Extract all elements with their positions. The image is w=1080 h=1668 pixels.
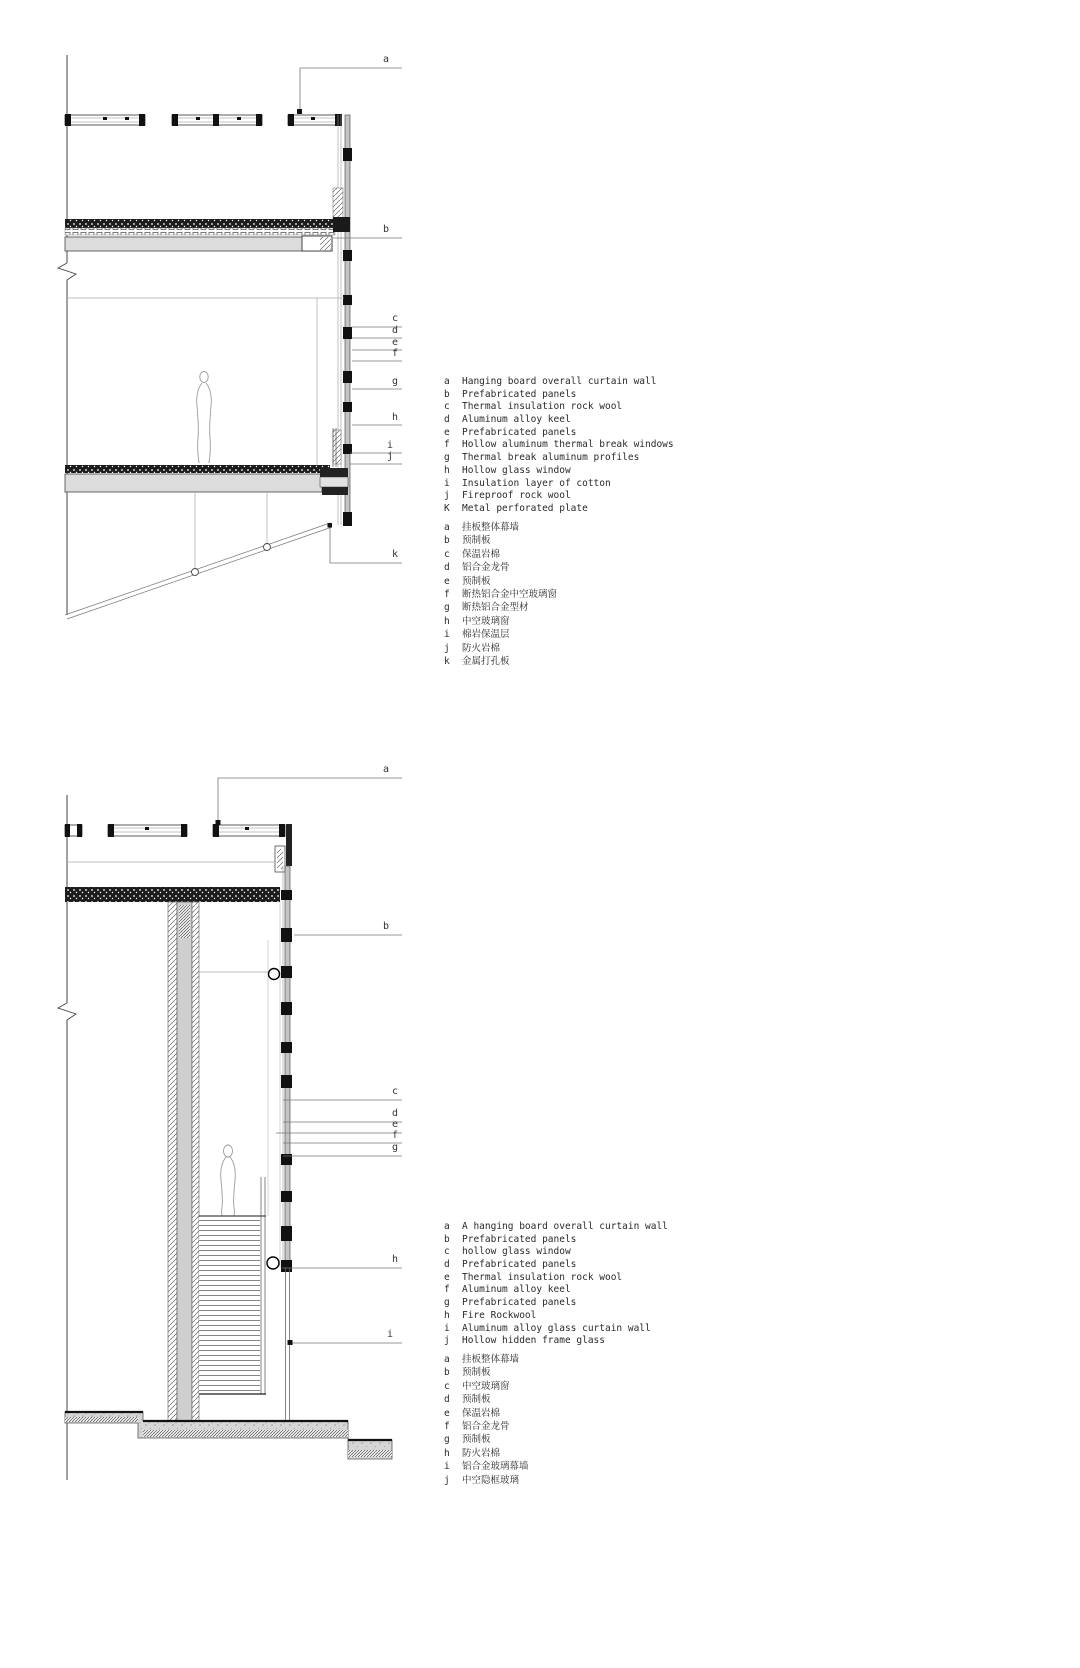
legend-item-letter: j (444, 1474, 450, 1486)
legend-item-text: 预制板 (462, 1434, 491, 1446)
legend-item-letter: j (444, 1335, 450, 1347)
legend-bottom-english (444, 1221, 668, 1348)
legend-item-text: 预制板 (462, 1394, 491, 1406)
legend-item-letter: c (444, 548, 450, 560)
legend-item-letter: d (444, 562, 450, 574)
legend-item (444, 1431, 529, 1444)
legend-item-text: Aluminum alloy keel (462, 414, 571, 426)
legend-item-letter: K (444, 502, 450, 514)
legend-item (444, 1234, 668, 1247)
legend-item (444, 1310, 668, 1323)
legend-item-letter: d (444, 414, 450, 426)
legend-item-letter: d (444, 1394, 450, 1406)
legend-item-letter: j (444, 490, 450, 502)
legend-item-text: 挂板整体幕墙 (462, 1354, 520, 1365)
legend-item-text: 中空隐框玻璃 (462, 1474, 520, 1486)
legend-item-letter: h (444, 464, 450, 476)
legend-item (444, 490, 674, 503)
callout-top-e: e (391, 337, 399, 348)
human-figure (197, 372, 212, 464)
legend-item (444, 389, 674, 402)
legend-item-letter: h (444, 1447, 450, 1459)
legend-item-text: Prefabricated panels (462, 1233, 577, 1245)
legend-item-letter: a (444, 376, 450, 387)
legend-item-text: Prefabricated panels (462, 388, 577, 400)
break-symbol (58, 263, 76, 280)
legend-item (444, 1391, 529, 1404)
legend-item-text: 防火岩棉 (462, 642, 501, 654)
perforated-plate-canopy (65, 492, 332, 619)
legend-item (444, 1445, 529, 1458)
legend-item-text: Thermal insulation rock wool (462, 401, 623, 413)
legend-item-letter: f (444, 1284, 450, 1296)
legend-item (444, 465, 674, 478)
legend-item-letter: i (444, 1322, 450, 1334)
legend-item (444, 519, 557, 532)
legend-item-letter: d (444, 1259, 450, 1271)
interior-wall (168, 902, 199, 1423)
legend-item (444, 1323, 668, 1336)
legend-bottom-chinese (444, 1351, 529, 1485)
legend-item-letter: h (444, 1309, 450, 1321)
legend-item-text: 金属打孔板 (462, 655, 510, 667)
callout-bottom-c: c (391, 1086, 399, 1097)
legend-item (444, 1472, 529, 1485)
legend-item-letter: c (444, 1380, 450, 1392)
detail-marker-circle (269, 969, 280, 980)
legend-item-text: Prefabricated panels (462, 1297, 577, 1309)
legend-item (444, 376, 674, 389)
legend-item (444, 452, 674, 465)
legend-item-text: 防火岩棉 (462, 1447, 501, 1459)
callout-bottom-e: e (391, 1119, 399, 1130)
legend-item-letter: b (444, 1367, 450, 1379)
callout-bottom-a: a (382, 764, 390, 775)
legend-item-text: Thermal insulation rock wool (462, 1271, 623, 1283)
legend-item-text: Thermal break aluminum profiles (462, 452, 640, 464)
legend-item-text: 保温岩棉 (462, 1407, 501, 1419)
callout-top-g: g (391, 376, 399, 387)
legend-item-text: Aluminum alloy keel (462, 1284, 571, 1296)
callout-bottom-b: b (382, 921, 390, 932)
legend-item (444, 573, 557, 586)
legend-item (444, 439, 674, 452)
legend-item-letter: j (444, 642, 450, 654)
legend-item-letter: e (444, 575, 450, 587)
legend-item-text: 棉岩保温层 (462, 629, 510, 641)
legend-item (444, 427, 674, 440)
legend-item (444, 1458, 529, 1471)
callout-top-d: d (391, 325, 399, 336)
legend-item-letter: k (444, 655, 450, 667)
legend-item (444, 586, 557, 599)
legend-item (444, 414, 674, 427)
legend-item (444, 626, 557, 639)
louvre-screen (199, 1177, 266, 1395)
legend-item-letter: a (444, 1221, 450, 1232)
legend-item-letter: c (444, 401, 450, 413)
legend-item-text: Hollow hidden frame glass (462, 1335, 605, 1347)
legend-item (444, 613, 557, 626)
legend-item-letter: i (444, 477, 450, 489)
legend-item (444, 1221, 668, 1234)
callout-bottom-g: g (391, 1142, 399, 1153)
upper-floor-slab (65, 217, 350, 251)
legend-item (444, 532, 557, 545)
legend-item-text: A hanging board overall curtain wall (462, 1221, 668, 1232)
legend-item (444, 546, 557, 559)
callout-bottom-h: h (391, 1254, 399, 1265)
legend-item (444, 1351, 529, 1364)
legend-top-english (444, 376, 674, 516)
callout-top-c: c (391, 313, 399, 324)
legend-item-letter: g (444, 1297, 450, 1309)
callout-bottom-i: i (386, 1329, 394, 1340)
legend-item-letter: h (444, 615, 450, 627)
legend-item (444, 1246, 668, 1259)
legend-item (444, 1259, 668, 1272)
legend-item-text: Fireproof rock wool (462, 490, 571, 502)
legend-item-letter: c (444, 1246, 450, 1258)
legend-item-text: 预制板 (462, 535, 491, 547)
legend-item (444, 1364, 529, 1377)
legend-item-text: 断热铝合金型材 (462, 602, 529, 614)
legend-item-text: hollow glass window (462, 1246, 571, 1258)
callout-top-h: h (391, 412, 399, 423)
legend-item (444, 1335, 668, 1348)
legend-item (444, 1272, 668, 1285)
legend-item (444, 640, 557, 653)
legend-item-text: Aluminum alloy glass curtain wall (462, 1322, 651, 1334)
legend-item (444, 401, 674, 414)
legend-item-letter: f (444, 588, 450, 600)
legend-item-letter: g (444, 1434, 450, 1446)
legend-item-text: 保温岩棉 (462, 548, 501, 560)
legend-item-letter: i (444, 1461, 450, 1473)
roof-panel-band (65, 114, 342, 126)
legend-item (444, 1284, 668, 1297)
bottom-section-drawing (58, 778, 402, 1480)
legend-item (444, 559, 557, 572)
legend-item-text: Hanging board overall curtain wall (462, 376, 657, 387)
callout-top-a: a (382, 54, 390, 65)
top-section-drawing (58, 55, 402, 619)
legend-item (444, 653, 557, 666)
callout-top-k: k (391, 549, 399, 560)
legend-item-text: Prefabricated panels (462, 1259, 577, 1271)
callout-top-b: b (382, 224, 390, 235)
legend-item (444, 1297, 668, 1310)
legend-item-text: 中空玻璃窗 (462, 615, 510, 627)
legend-item (444, 1418, 529, 1431)
legend-item-letter: b (444, 388, 450, 400)
human-figure (221, 1145, 236, 1216)
legend-item-text: 铝合金龙骨 (462, 562, 510, 574)
legend-item-letter: e (444, 426, 450, 438)
callout-bottom-d: d (391, 1108, 399, 1119)
ground-slab (65, 1412, 392, 1459)
legend-item-text: 铝合金玻璃幕墙 (462, 1461, 529, 1473)
legend-item-text: 中空玻璃窗 (462, 1380, 510, 1392)
legend-item-text: Hollow glass window (462, 464, 571, 476)
legend-item-letter: e (444, 1407, 450, 1419)
legend-item-letter: g (444, 602, 450, 614)
legend-item-letter: b (444, 1233, 450, 1245)
legend-item-letter: f (444, 1420, 450, 1432)
upper-floor-slab (65, 887, 280, 902)
legend-item (444, 478, 674, 491)
legend-item-letter: i (444, 629, 450, 641)
legend-item-letter: b (444, 535, 450, 547)
legend-item-text: Metal perforated plate (462, 502, 588, 514)
break-symbol (58, 1003, 76, 1020)
legend-item (444, 599, 557, 612)
legend-top-chinese (444, 519, 557, 666)
legend-item-text: 预制板 (462, 575, 491, 587)
legend-item-letter: g (444, 452, 450, 464)
callout-top-f: f (391, 348, 399, 359)
roof-panel-band (65, 824, 292, 872)
callout-bottom-f: f (391, 1130, 399, 1141)
legend-item (444, 1378, 529, 1391)
callout-top-i: i (386, 440, 394, 451)
legend-item (444, 503, 674, 516)
legend-item-text: Prefabricated panels (462, 426, 577, 438)
legend-item-text: 挂板整体幕墙 (462, 522, 520, 533)
legend-item-letter: a (444, 1354, 450, 1365)
legend-item-text: Fire Rockwool (462, 1309, 537, 1321)
legend-item-text: 断热铝合金中空玻璃窗 (462, 588, 558, 600)
curtain-wall-assembly (199, 866, 292, 1272)
lower-floor-slab (65, 428, 348, 495)
legend-item-text: Hollow aluminum thermal break windows (462, 439, 674, 451)
legend-item (444, 1405, 529, 1418)
detail-marker-circle (267, 1257, 279, 1269)
legend-item-text: Insulation layer of cotton (462, 477, 611, 489)
legend-item-letter: a (444, 522, 450, 533)
legend-item-letter: e (444, 1271, 450, 1283)
legend-item-text: 预制板 (462, 1367, 491, 1379)
legend-item-text: 铝合金龙骨 (462, 1420, 510, 1432)
callout-top-j: j (386, 451, 394, 462)
legend-item-letter: f (444, 439, 450, 451)
